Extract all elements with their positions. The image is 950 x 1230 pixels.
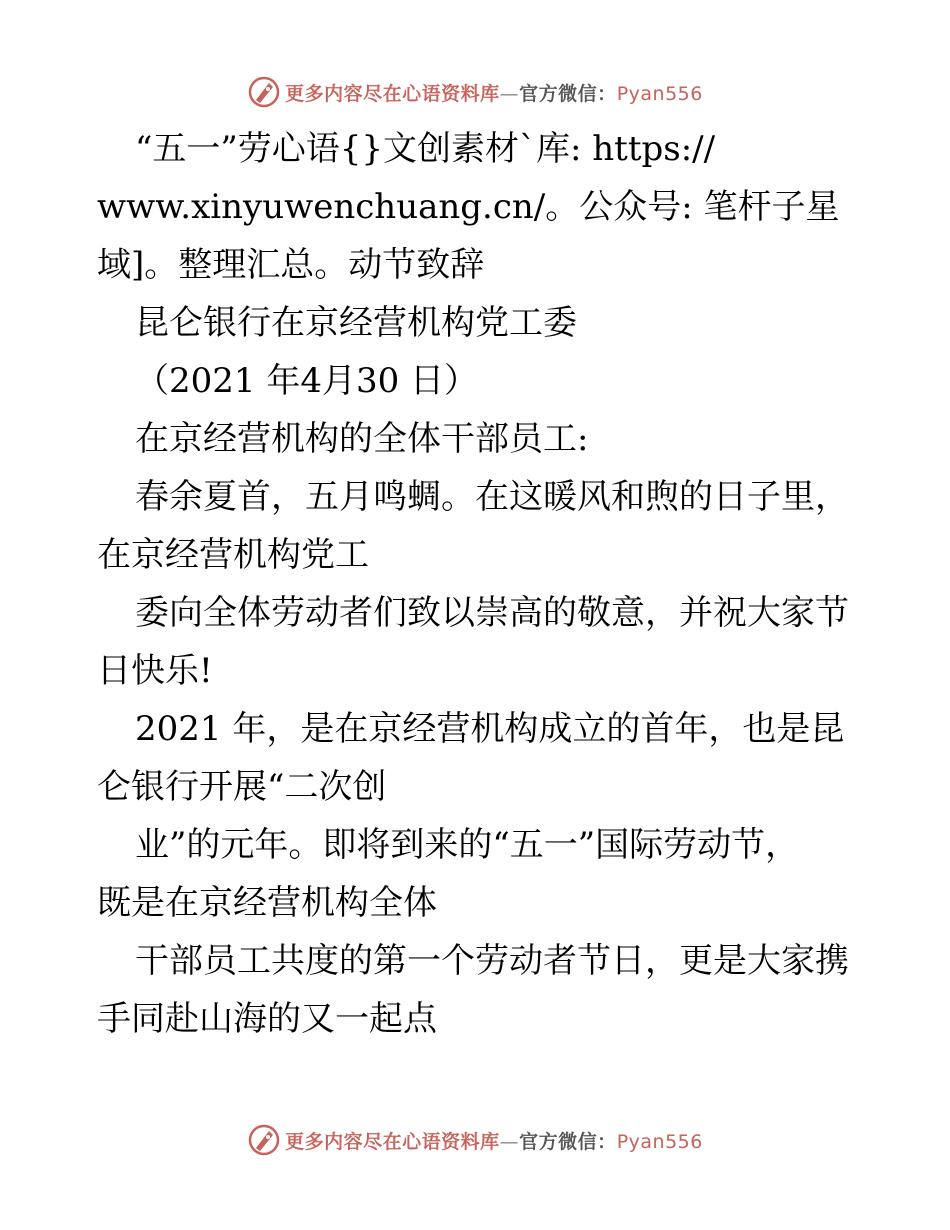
text-line: 手同赴山海的又一起点	[97, 999, 437, 1039]
watermark-text	[285, 1127, 703, 1154]
text-line: 2021 年，是在京经营机构成立的首年，也是昆	[135, 709, 845, 749]
text-line: 业”的元年。即将到来的“五一”国际劳动节，	[135, 825, 800, 865]
text-line: 在京经营机构党工	[97, 535, 369, 575]
text-line: 委向全体劳动者们致以崇高的敬意，并祝大家节	[135, 593, 849, 633]
text-line: www.xinyuwenchuang.cn/。公众号: 笔杆子星	[97, 187, 840, 227]
header-watermark	[0, 70, 950, 114]
watermark-separator: —	[499, 1130, 520, 1153]
text-line: “五一”劳心语{}文创素材`库: https://	[135, 129, 716, 169]
text-line: 仑银行开展“二次创	[97, 767, 387, 807]
document-org-title: 昆仑银行在京经营机构党工委	[135, 303, 577, 343]
footer-watermark	[0, 1118, 950, 1162]
watermark-official-label: 官方微信：	[519, 82, 617, 105]
text-line: 干部员工共度的第一个劳动者节日，更是大家携	[135, 941, 849, 981]
document-date: （2021 年4月30 日）	[135, 361, 479, 401]
pen-nib-icon	[247, 75, 281, 109]
text-line: 日快乐!	[97, 651, 213, 691]
document-salutation: 在京经营机构的全体干部员工:	[135, 419, 589, 459]
watermark-official-label: 官方微信：	[519, 1130, 617, 1153]
watermark-text	[285, 79, 703, 106]
watermark-brand: 更多内容尽在心语资料库	[285, 1130, 500, 1153]
watermark-wechat-id: Pyan556	[616, 82, 703, 105]
watermark-wechat-id: Pyan556	[616, 1130, 703, 1153]
text-line: 既是在京经营机构全体	[97, 883, 437, 923]
text-line: 春余夏首，五月鸣蜩。在这暖风和煦的日子里，	[135, 477, 849, 517]
document-body	[97, 120, 867, 1048]
text-line: 域]。整理汇总。动节致辞	[97, 245, 485, 285]
pen-nib-icon	[247, 1123, 281, 1157]
watermark-brand: 更多内容尽在心语资料库	[285, 82, 500, 105]
watermark-separator: —	[499, 82, 520, 105]
